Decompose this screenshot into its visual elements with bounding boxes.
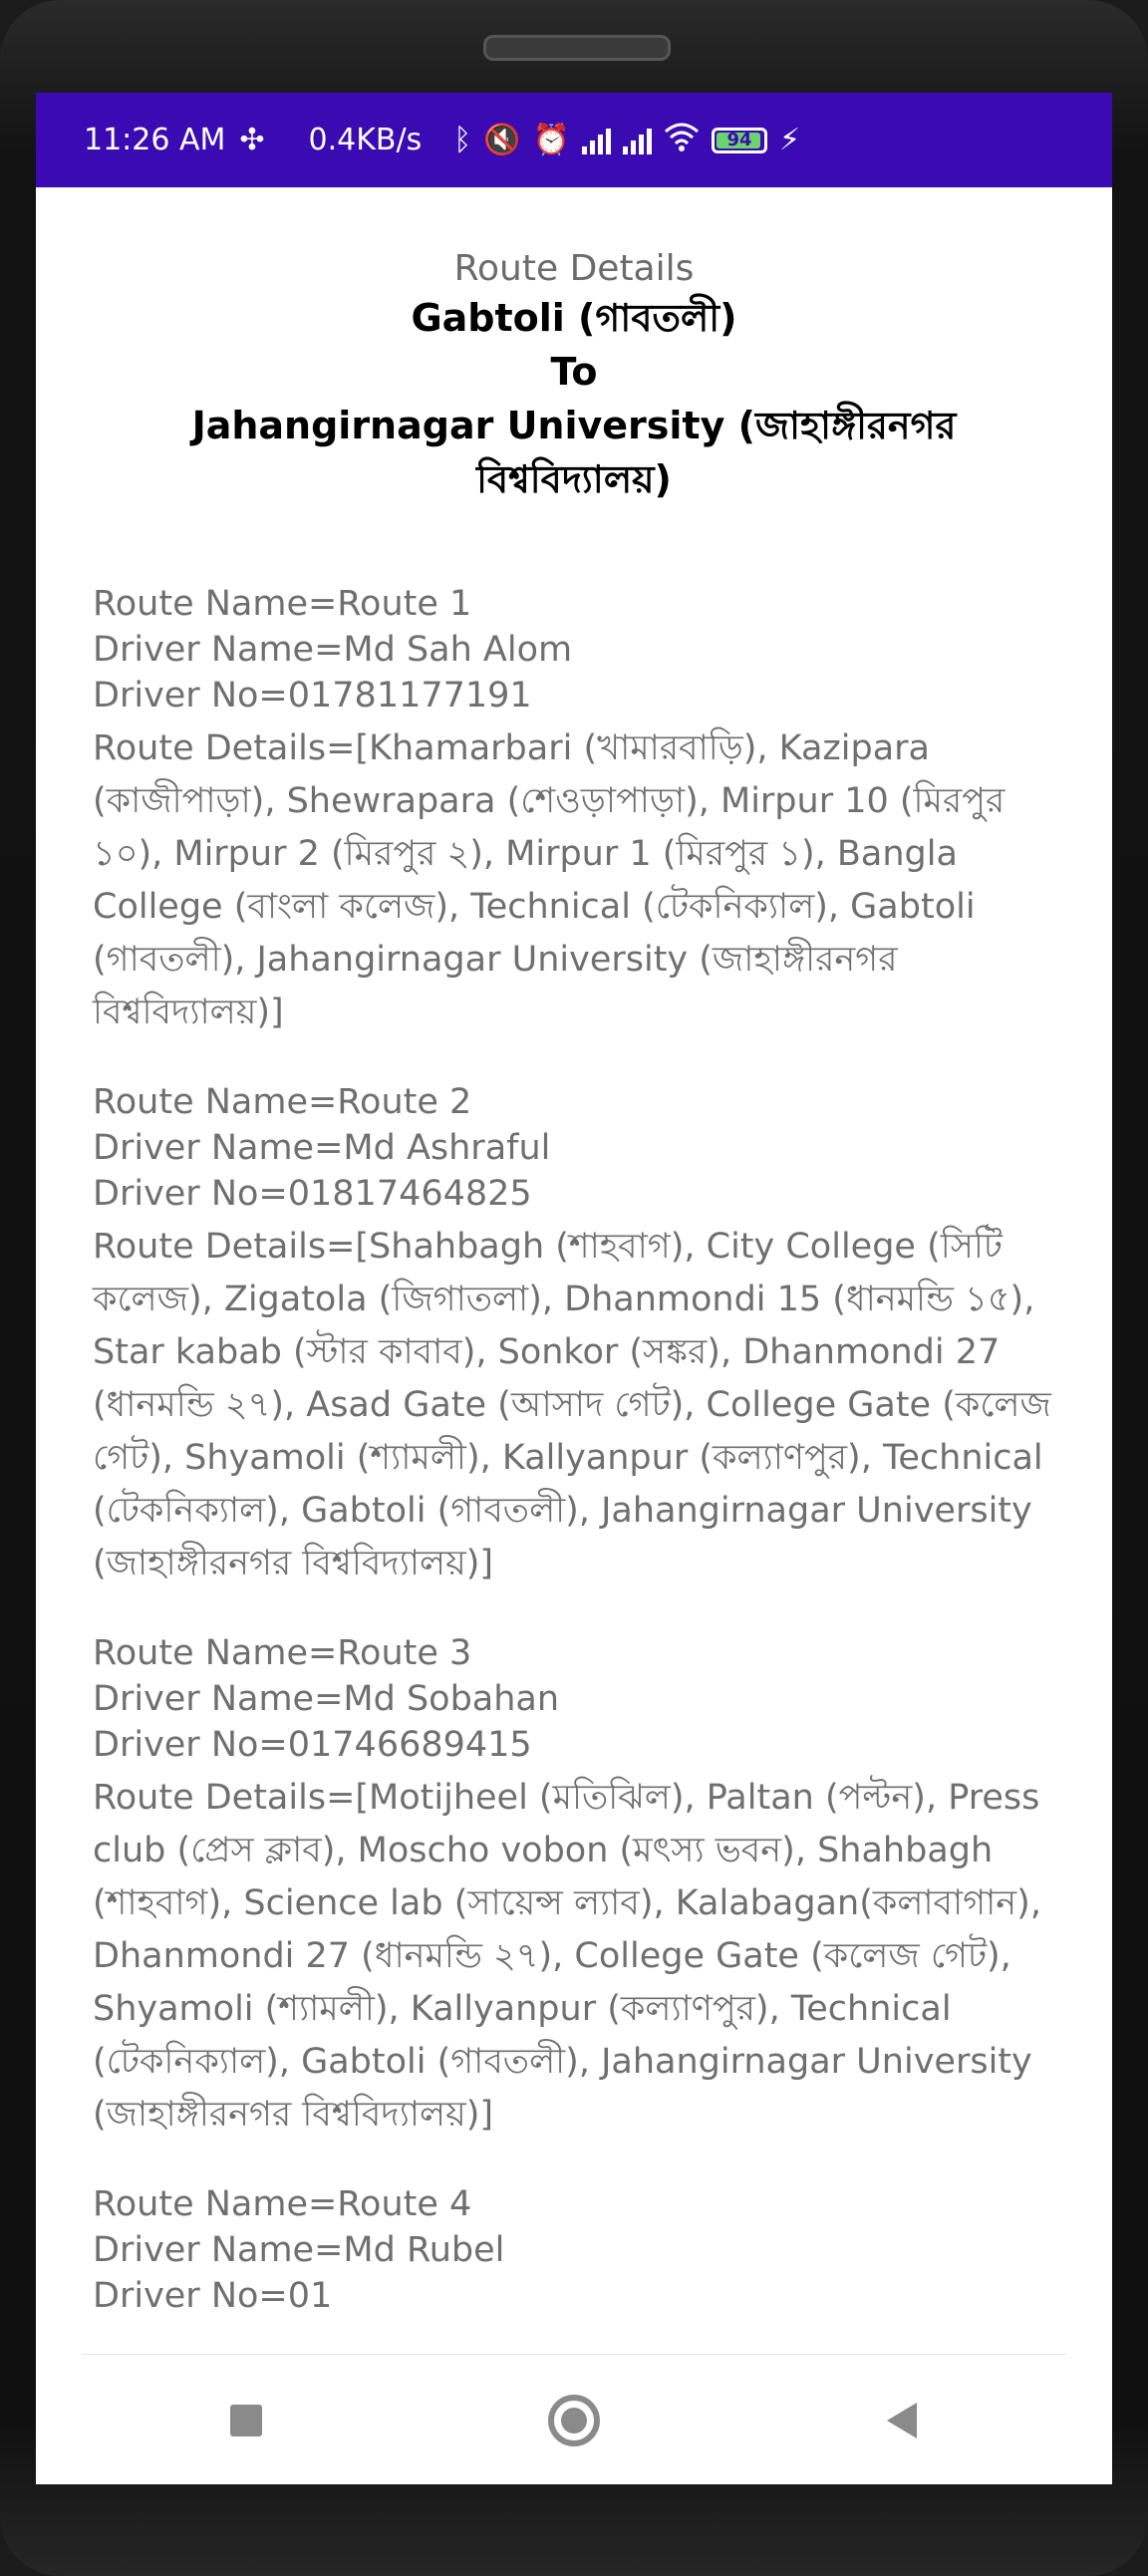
wifi-icon — [664, 122, 700, 159]
route-item — [93, 1630, 1079, 2142]
charging-icon: ⚡ — [778, 123, 801, 157]
home-button[interactable] — [534, 2381, 614, 2460]
slack-icon: ✣ — [239, 123, 265, 157]
route-item — [93, 2181, 1079, 2316]
alarm-icon: ⏰ — [532, 123, 570, 157]
signal-icon — [623, 127, 652, 154]
page-subtitle: Route Details — [453, 248, 695, 289]
route-name: Route Name=Route 3 — [93, 1633, 472, 1673]
phone-screen — [36, 93, 1112, 2484]
driver-number: Driver No=01746689415 — [93, 1725, 532, 1765]
driver-number: Driver No=01817464825 — [93, 1174, 532, 1214]
status-time: 11:26 AM — [84, 123, 226, 157]
speaker-grille — [483, 35, 671, 61]
driver-name: Driver Name=Md Sobahan — [93, 1679, 560, 1719]
driver-number: Driver No=01781177191 — [93, 676, 532, 716]
battery-icon — [712, 128, 767, 153]
route-header — [36, 247, 1112, 506]
route-details: Route Details=[Shahbagh (শাহবাগ), City College (সিটি কলেজ), Zigatola (জিগাতলা), Dhanmondi 15 (ধানমন্ডি ১৫), Star kabab (স্টার কাবাব), Sonkor (সঙ্কর), Dhanmondi 27 (ধানমন্ডি ২৭), Asad Gate (আসাদ গেট), College Gate (কলেজ গেট), Shyamoli (শ্যামলী), Kallyanpur (কল্যাণপুর), Technical (টেকনিক্যাল), Gabtoli (গাবতলী), Jahangirnagar University (জাহাঙ্গীরনগর বিশ্ববিদ্যালয়)] — [93, 1227, 1051, 1583]
route-name: Route Name=Route 4 — [93, 2184, 472, 2224]
status-bar — [36, 93, 1112, 187]
square-icon — [230, 2405, 262, 2436]
driver-name: Driver Name=Md Sah Alom — [93, 630, 573, 670]
driver-number: Driver No=01 — [93, 2276, 333, 2316]
home-circle-icon — [548, 2395, 600, 2446]
route-name: Route Name=Route 2 — [93, 1082, 472, 1122]
route-details: Route Details=[Motijheel (মতিঝিল), Paltan (পল্টন), Press club (প্রেস ক্লাব), Moscho vobon (মৎস্য ভবন), Shahbagh (শাহবাগ), Science lab (সায়েন্স ল্যাব), Kalabagan(কলাবাগান), Dhanmondi 27 (ধানমন্ডি ২৭), College Gate (কলেজ গেট), Shyamoli (শ্যামলী), Kallyanpur (কল্যাণপুর), Technical (টেকনিক্যাল), Gabtoli (গাবতলী), Jahangirnagar University (জাহাঙ্গীরনগর বিশ্ববিদ্যালয়)] — [93, 1778, 1041, 2135]
route-to-word: To — [550, 350, 598, 394]
bluetooth-icon: ᛒ — [453, 123, 472, 157]
back-button[interactable] — [862, 2381, 942, 2460]
navigation-bar — [82, 2354, 1066, 2485]
route-details: Route Details=[Khamarbari (খামারবাড়ি), Kazipara (কাজীপাড়া), Shewrapara (শেওড়াপাড়া), Mirpur 10 (মিরপুর ১০), Mirpur 2 (মিরপুর ২), Mirpur 1 (মিরপুর ১), Bangla College (বাংলা কলেজ), Technical (টেকনিক্যাল), Gabtoli (গাবতলী), Jahangirnagar University (জাহাঙ্গীরনগর বিশ্ববিদ্যালয়)] — [93, 728, 1005, 1032]
recents-button[interactable] — [206, 2381, 286, 2460]
route-name: Route Name=Route 1 — [93, 584, 472, 624]
route-item — [93, 581, 1079, 1039]
mute-icon: 🔇 — [483, 123, 521, 157]
signal-icon — [582, 127, 611, 154]
route-to: Jahangirnagar University (জাহাঙ্গীরনগর বিশ্ববিদ্যালয়) — [191, 404, 957, 501]
route-from: Gabtoli (গাবতলী) — [411, 296, 737, 340]
route-item — [93, 1079, 1079, 1590]
network-speed: 0.4KB/s — [308, 123, 423, 157]
back-triangle-icon — [887, 2403, 917, 2438]
battery-level: 94 — [726, 130, 752, 150]
routes-list[interactable] — [93, 581, 1079, 2375]
driver-name: Driver Name=Md Ashraful — [93, 1128, 551, 1168]
driver-name: Driver Name=Md Rubel — [93, 2230, 505, 2270]
